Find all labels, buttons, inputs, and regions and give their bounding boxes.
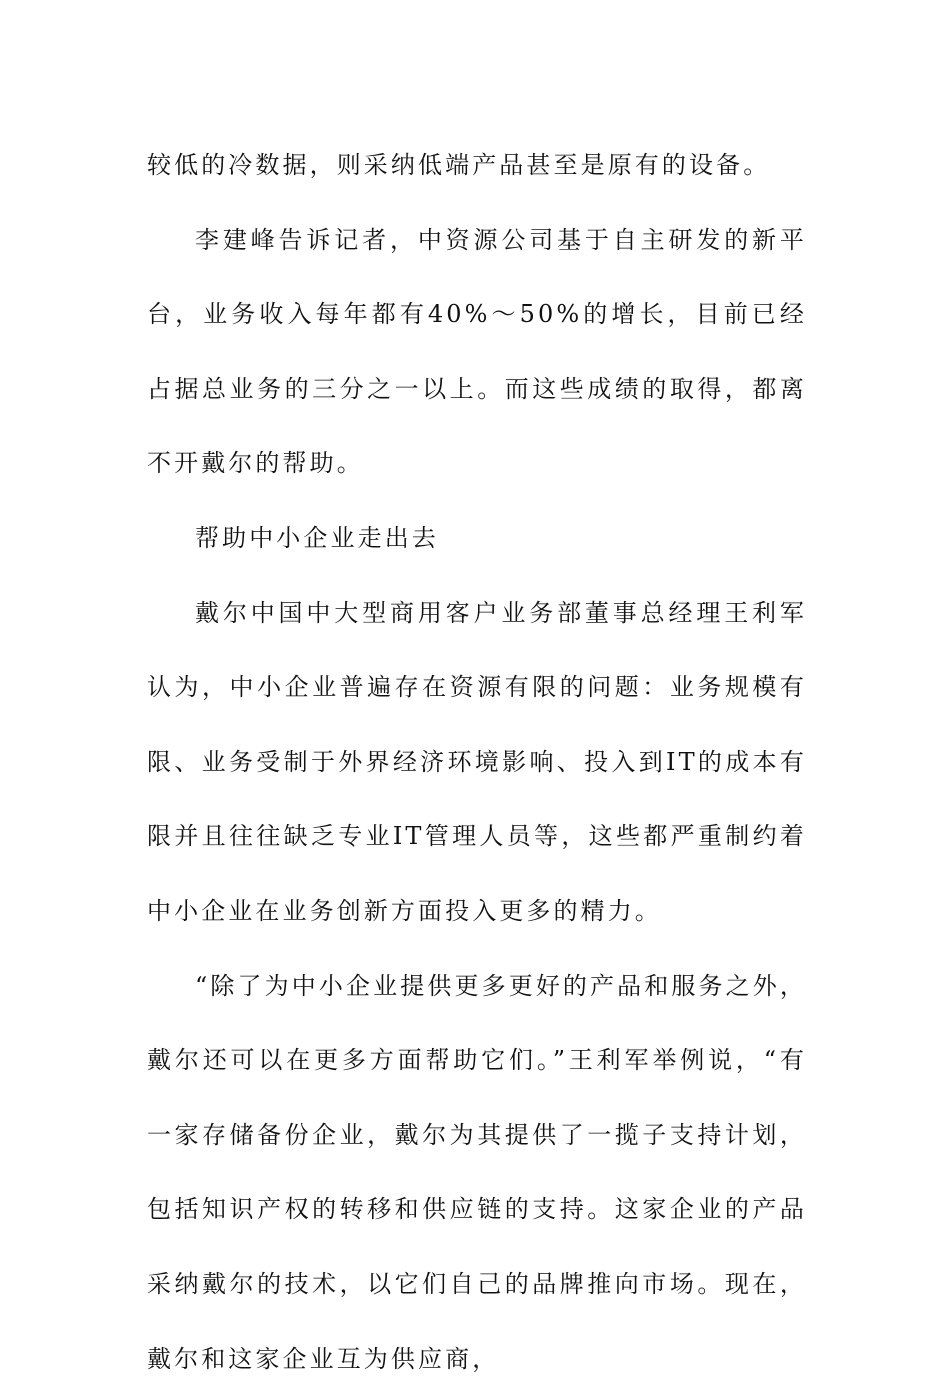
- paragraph-quote: “除了为中小企业提供更多更好的产品和服务之外，戴尔还可以在更多方面帮助它们。”王利军举例说，“有一家存储备份企业，戴尔为其提供了一揽子支持计划，包括知识产权的转移和供应链的支持。这家企业的产品采纳戴尔的技术，以它们自己的品牌推向市场。现在，戴尔和这家企业互为供应商，: [147, 971, 807, 1373]
- paragraph-cold-data: 较低的冷数据，则采纳低端产品甚至是原有的设备。: [147, 151, 771, 179]
- section-heading: 帮助中小企业走出去: [195, 523, 439, 552]
- paragraph-li-jianfeng: 李建峰告诉记者，中资源公司基于自主研发的新平台，业务收入每年都有40%～50%的增长，目前已经占据总业务的三分之一以上。而这些成绩的取得，都离不开戴尔的帮助。: [147, 225, 807, 478]
- document-body: [147, 128, 807, 1396]
- paragraph-wang-lijun: 戴尔中国中大型商用客户业务部董事总经理王利军认为，中小企业普遍存在资源有限的问题：业务规模有限、业务受制于外界经济环境影响、投入到IT的成本有限并且往往缺乏专业IT管理人员等，这些都严重制约着中小企业在业务创新方面投入更多的精力。: [147, 598, 807, 925]
